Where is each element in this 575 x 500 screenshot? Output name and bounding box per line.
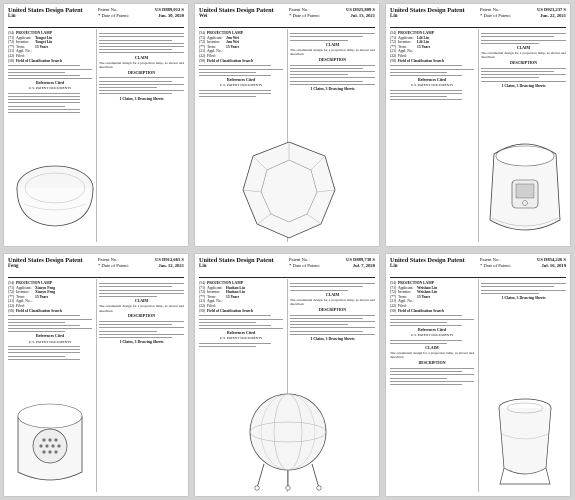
patent-no-label: Patent No.: <box>98 257 119 262</box>
bibliographic-column: (54) PROJECTION LAMP (71) Applicant: Haohan Liu (72) Inventor: Haohan Liu (**) Term: 15 Years (21) Appl. No.: (22) Filed: (58) Field of Classification Search References Cited U.S. PATENT DOCUMENTS <box>199 281 283 349</box>
claim-text: The ornamental design for a projection lamp, as shown and described. <box>481 51 566 60</box>
us-patent-docs-heading: U.S. PATENT DOCUMENTS <box>28 86 72 91</box>
header-inventor: Lin <box>390 264 398 269</box>
title-field: PROJECTION LAMP <box>398 281 434 285</box>
term-label: Term: <box>207 294 216 299</box>
patent-no-label: Patent No.: <box>289 7 310 12</box>
description-heading: DESCRIPTION <box>418 361 446 366</box>
description-lines <box>290 65 375 85</box>
classification-lines <box>390 315 474 326</box>
inventor-name: Xiaoyu Feng <box>35 290 55 295</box>
term-label: Term: <box>16 44 25 49</box>
term-value: 15 Years <box>35 294 49 299</box>
inventor-label: Inventor: <box>207 40 221 45</box>
patent-header <box>4 254 188 281</box>
claim-heading: CLAIM <box>325 42 340 47</box>
title-field: PROJECTION LAMP <box>398 31 434 35</box>
patent-page[interactable] <box>386 254 570 496</box>
inventor-name: Haohan Liu <box>226 290 245 295</box>
claims-sheets: 1 Claim, 3 Drawing Sheets <box>310 337 355 342</box>
design-figure <box>490 394 560 488</box>
inventor-name: Lili Lin <box>417 40 429 45</box>
header-inventor: Lin <box>390 14 398 19</box>
applicant-label: Applicant: <box>207 285 223 290</box>
claim-heading: CLAIM <box>325 292 340 297</box>
filed-label: Filed: <box>16 303 25 308</box>
reference-lines-cont <box>290 33 375 40</box>
appl-no-label: Appl. No.: <box>207 49 223 54</box>
applicant-name: Jun Wei <box>226 35 239 40</box>
claim-column <box>481 281 566 301</box>
description-heading: DESCRIPTION <box>318 307 347 312</box>
patent-no-label: Patent No.: <box>289 257 310 262</box>
reference-lines <box>8 346 92 360</box>
term-label: Term: <box>16 294 25 299</box>
us-patent-docs-heading: U.S. PATENT DOCUMENTS <box>219 83 263 88</box>
header-rule <box>8 27 184 28</box>
design-figure <box>482 132 568 242</box>
patent-header <box>386 4 570 31</box>
claims-sheets: 1 Claim, 3 Drawing Sheets <box>501 83 546 88</box>
patent-date: Jan. 12, 2021 <box>158 263 184 268</box>
claim-column <box>290 281 375 342</box>
applicant-label: Applicant: <box>16 285 32 290</box>
claim-text: The ornamental design for a projection lamp, as shown and described. <box>390 351 474 360</box>
description-lines <box>290 315 375 335</box>
applicant-name: Haohan Liu <box>226 285 245 290</box>
header-rule <box>390 277 566 278</box>
reference-lines <box>390 340 474 344</box>
header-title: United States Design Patent <box>199 7 274 14</box>
references-heading: References Cited <box>417 78 447 83</box>
inventor-label: Inventor: <box>207 290 221 295</box>
patent-page[interactable] <box>195 254 379 496</box>
claims-sheets: 1 Claim, 3 Drawing Sheets <box>501 295 546 300</box>
column-divider <box>478 29 479 242</box>
description-lines <box>99 77 184 94</box>
term-value: 15 Years <box>226 44 240 49</box>
column-divider <box>96 279 97 492</box>
claim-heading: CLAIM <box>134 299 149 304</box>
inventor-label: Inventor: <box>16 290 30 295</box>
filed-label: Filed: <box>16 53 25 58</box>
claim-column <box>99 281 184 345</box>
bibliographic-column: (54) PROJECTION LAMP (71) Applicant: Tongxi Lin (72) Inventor: Tongxi Lin (**) Term: 15 Years (21) Appl. No.: (22) Filed: (58) Field of Classification Search References Cited U.S. PATENT DOCUMENTS <box>8 31 92 115</box>
applicant-label: Applicant: <box>207 35 223 40</box>
patent-date: Jul. 16, 2019 <box>541 263 566 268</box>
references-heading: References Cited <box>35 334 65 339</box>
claims-sheets: 1 Claim, 3 Drawing Sheets <box>310 87 355 92</box>
date-star: * <box>480 13 483 18</box>
classification-lines <box>199 65 283 76</box>
appl-no-label: Appl. No.: <box>398 299 414 304</box>
term-value: 15 Years <box>417 44 431 49</box>
date-of-patent-label: Date of Patent: <box>292 13 321 18</box>
field-of-classification: Field of Classification Search <box>398 308 444 313</box>
appl-no-label: Appl. No.: <box>16 299 32 304</box>
claim-heading: CLAIM <box>425 346 439 351</box>
applicant-name: Tongxi Lin <box>35 35 53 40</box>
appl-no-label: Appl. No.: <box>207 299 223 304</box>
appl-no-label: Appl. No.: <box>398 49 414 54</box>
field-of-classification: Field of Classification Search <box>207 308 253 313</box>
patent-number: US D889,012 S <box>155 7 184 12</box>
claims-sheets: 1 Claim, 3 Drawing Sheets <box>119 96 164 101</box>
reference-lines <box>390 90 474 101</box>
bibliographic-column: (54) PROJECTION LAMP (71) Applicant: Lili Lin (72) Inventor: Lili Lin (**) Term: 15 Years (21) Appl. No.: (22) Filed: (58) Field of Classification Search References Cited U.S. PATENT DOCUMENTS <box>390 31 474 102</box>
reference-lines-cont <box>99 283 184 297</box>
term-value: 15 Years <box>417 294 431 299</box>
patent-page[interactable] <box>195 4 379 246</box>
references-heading: References Cited <box>417 328 447 333</box>
header-rule <box>8 277 184 278</box>
description-lines <box>481 68 566 82</box>
claim-text: The ornamental design for a projection lamp, as shown and described. <box>99 304 184 313</box>
date-star: * <box>289 263 292 268</box>
date-star: * <box>98 263 101 268</box>
claims-sheets: 1 Claim, 3 Drawing Sheets <box>119 340 164 345</box>
patent-header <box>195 4 379 31</box>
bibliographic-column: (54) PROJECTION LAMP (71) Applicant: Xiaoyu Feng (72) Inventor: Xiaoyu Feng (**) Term: 15 Years (21) Appl. No.: (22) Filed: (58) Field of Classification Search References Cited U.S. PATENT DOCUMENTS <box>8 281 92 362</box>
header-rule <box>199 277 375 278</box>
date-star: * <box>480 263 483 268</box>
filed-label: Filed: <box>207 303 216 308</box>
classification-lines <box>8 65 92 79</box>
title-field: PROJECTION LAMP <box>16 31 52 35</box>
reference-lines-cont <box>290 283 375 290</box>
column-divider <box>478 279 479 492</box>
term-label: Term: <box>207 44 216 49</box>
applicant-name: Weishan Lin <box>417 285 437 290</box>
filed-label: Filed: <box>398 53 407 58</box>
description-lines <box>99 321 184 338</box>
classification-lines <box>390 65 474 76</box>
applicant-label: Applicant: <box>398 285 414 290</box>
applicant-name: Lili Lin <box>417 35 429 40</box>
applicant-label: Applicant: <box>398 35 414 40</box>
date-of-patent-label: Date of Patent: <box>483 263 512 268</box>
term-value: 15 Years <box>35 44 49 49</box>
claim-heading: CLAIM <box>134 55 149 60</box>
patent-page[interactable] <box>386 4 570 246</box>
field-of-classification: Field of Classification Search <box>16 58 62 63</box>
header-title: United States Design Patent <box>390 257 465 264</box>
patent-no-label: Patent No.: <box>98 7 119 12</box>
claim-heading: CLAIM <box>516 45 531 50</box>
field-of-classification: Field of Classification Search <box>398 58 444 63</box>
applicant-label: Applicant: <box>16 35 32 40</box>
claim-text: The ornamental design for a projection lamp, as shown and described. <box>99 60 184 69</box>
reference-lines-cont <box>99 33 184 53</box>
us-patent-docs-heading: U.S. PATENT DOCUMENTS <box>28 339 72 344</box>
patent-header <box>195 254 379 281</box>
patent-number: US D925,809 S <box>346 7 375 12</box>
us-patent-docs-heading: U.S. PATENT DOCUMENTS <box>219 336 263 341</box>
header-inventor: Liu <box>199 264 207 269</box>
header-title: United States Design Patent <box>8 257 83 264</box>
patent-header <box>4 4 188 31</box>
reference-lines-cont <box>481 33 566 44</box>
header-title: United States Design Patent <box>390 7 465 14</box>
claim-column <box>99 31 184 102</box>
patent-number: US D889,738 S <box>346 257 375 262</box>
design-figure <box>237 384 339 492</box>
patent-number: US D912,665 S <box>155 257 184 262</box>
date-of-patent-label: Date of Patent: <box>292 263 321 268</box>
inventor-label: Inventor: <box>398 40 412 45</box>
date-of-patent-label: Date of Patent: <box>101 263 130 268</box>
term-label: Term: <box>398 44 407 49</box>
patent-date: Jun. 22, 2021 <box>540 13 566 18</box>
us-patent-docs-heading: U.S. PATENT DOCUMENTS <box>410 333 454 338</box>
classification-lines <box>8 315 92 332</box>
title-field: PROJECTION LAMP <box>207 281 243 285</box>
title-field: PROJECTION LAMP <box>207 31 243 35</box>
classification-lines <box>199 315 283 329</box>
patent-number: US D854,226 S <box>537 257 566 262</box>
date-of-patent-label: Date of Patent: <box>483 13 512 18</box>
references-heading: References Cited <box>226 78 256 83</box>
header-inventor: Lin <box>8 14 16 19</box>
header-title: United States Design Patent <box>199 257 274 264</box>
header-rule <box>199 27 375 28</box>
patent-date: Jul. 13, 2021 <box>350 13 375 18</box>
term-label: Term: <box>398 294 407 299</box>
references-heading: References Cited <box>35 81 65 86</box>
field-of-classification: Field of Classification Search <box>207 58 253 63</box>
filed-label: Filed: <box>398 303 407 308</box>
date-of-patent-label: Date of Patent: <box>101 13 130 18</box>
patent-no-label: Patent No.: <box>480 257 501 262</box>
appl-no-label: Appl. No.: <box>16 49 32 54</box>
reference-lines <box>199 343 283 347</box>
inventor-name: Tongxi Lin <box>35 40 53 45</box>
us-patent-docs-heading: U.S. PATENT DOCUMENTS <box>410 83 454 88</box>
inventor-name: Jun Wei <box>226 40 239 45</box>
term-value: 15 Years <box>226 294 240 299</box>
patent-no-label: Patent No.: <box>480 7 501 12</box>
description-heading: DESCRIPTION <box>318 57 347 62</box>
design-figure <box>10 386 90 490</box>
claim-column <box>481 31 566 89</box>
patent-number: US D923,237 S <box>537 7 566 12</box>
patent-header <box>386 254 570 281</box>
bibliographic-column: (54) PROJECTION LAMP (71) Applicant: Weishan Lin (72) Inventor: Weishan Lin (**) Term: 15 Years (21) Appl. No.: (22) Filed: (58) Field of Classification Search References Cited U.S. PATENT DOCUMENTS CLAIM The ornamental design for a projection lamp, as shown and described. DESCRIPTION <box>390 281 474 387</box>
date-star: * <box>98 13 101 18</box>
inventor-label: Inventor: <box>398 290 412 295</box>
filed-label: Filed: <box>207 53 216 58</box>
patent-page[interactable] <box>4 254 188 496</box>
title-field: PROJECTION LAMP <box>16 281 52 285</box>
claim-column <box>290 31 375 92</box>
bibliographic-column: (54) PROJECTION LAMP (71) Applicant: Jun Wei (72) Inventor: Jun Wei (**) Term: 15 Years (21) Appl. No.: (22) Filed: (58) Field of Classification Search References Cited U.S. PATENT DOCUMENTS <box>199 31 283 99</box>
description-lines <box>390 368 474 385</box>
reference-lines-cont <box>481 283 566 294</box>
reference-lines <box>8 93 92 113</box>
patent-page[interactable] <box>4 4 188 246</box>
patent-date: Jul. 7, 2020 <box>352 263 375 268</box>
design-figure <box>12 154 98 240</box>
field-of-classification: Field of Classification Search <box>16 308 62 313</box>
inventor-label: Inventor: <box>16 40 30 45</box>
header-inventor: Feng <box>8 264 19 269</box>
header-inventor: Wei <box>199 14 208 19</box>
date-star: * <box>289 13 292 18</box>
references-heading: References Cited <box>226 331 256 336</box>
claim-text: The ornamental design for a projection lamp, as shown and described. <box>290 47 375 57</box>
description-heading: DESCRIPTION <box>509 61 538 66</box>
description-heading: DESCRIPTION <box>127 314 156 319</box>
patent-date: Jun. 30, 2020 <box>158 13 184 18</box>
design-figure <box>239 138 339 242</box>
applicant-name: Xiaoyu Feng <box>35 285 55 290</box>
header-rule <box>390 27 566 28</box>
header-title: United States Design Patent <box>8 7 83 14</box>
reference-lines <box>199 90 283 97</box>
claim-text: The ornamental design for a projection lamp, as shown and described. <box>290 297 375 307</box>
description-heading: DESCRIPTION <box>127 70 156 75</box>
inventor-name: Weishan Lin <box>417 290 437 295</box>
